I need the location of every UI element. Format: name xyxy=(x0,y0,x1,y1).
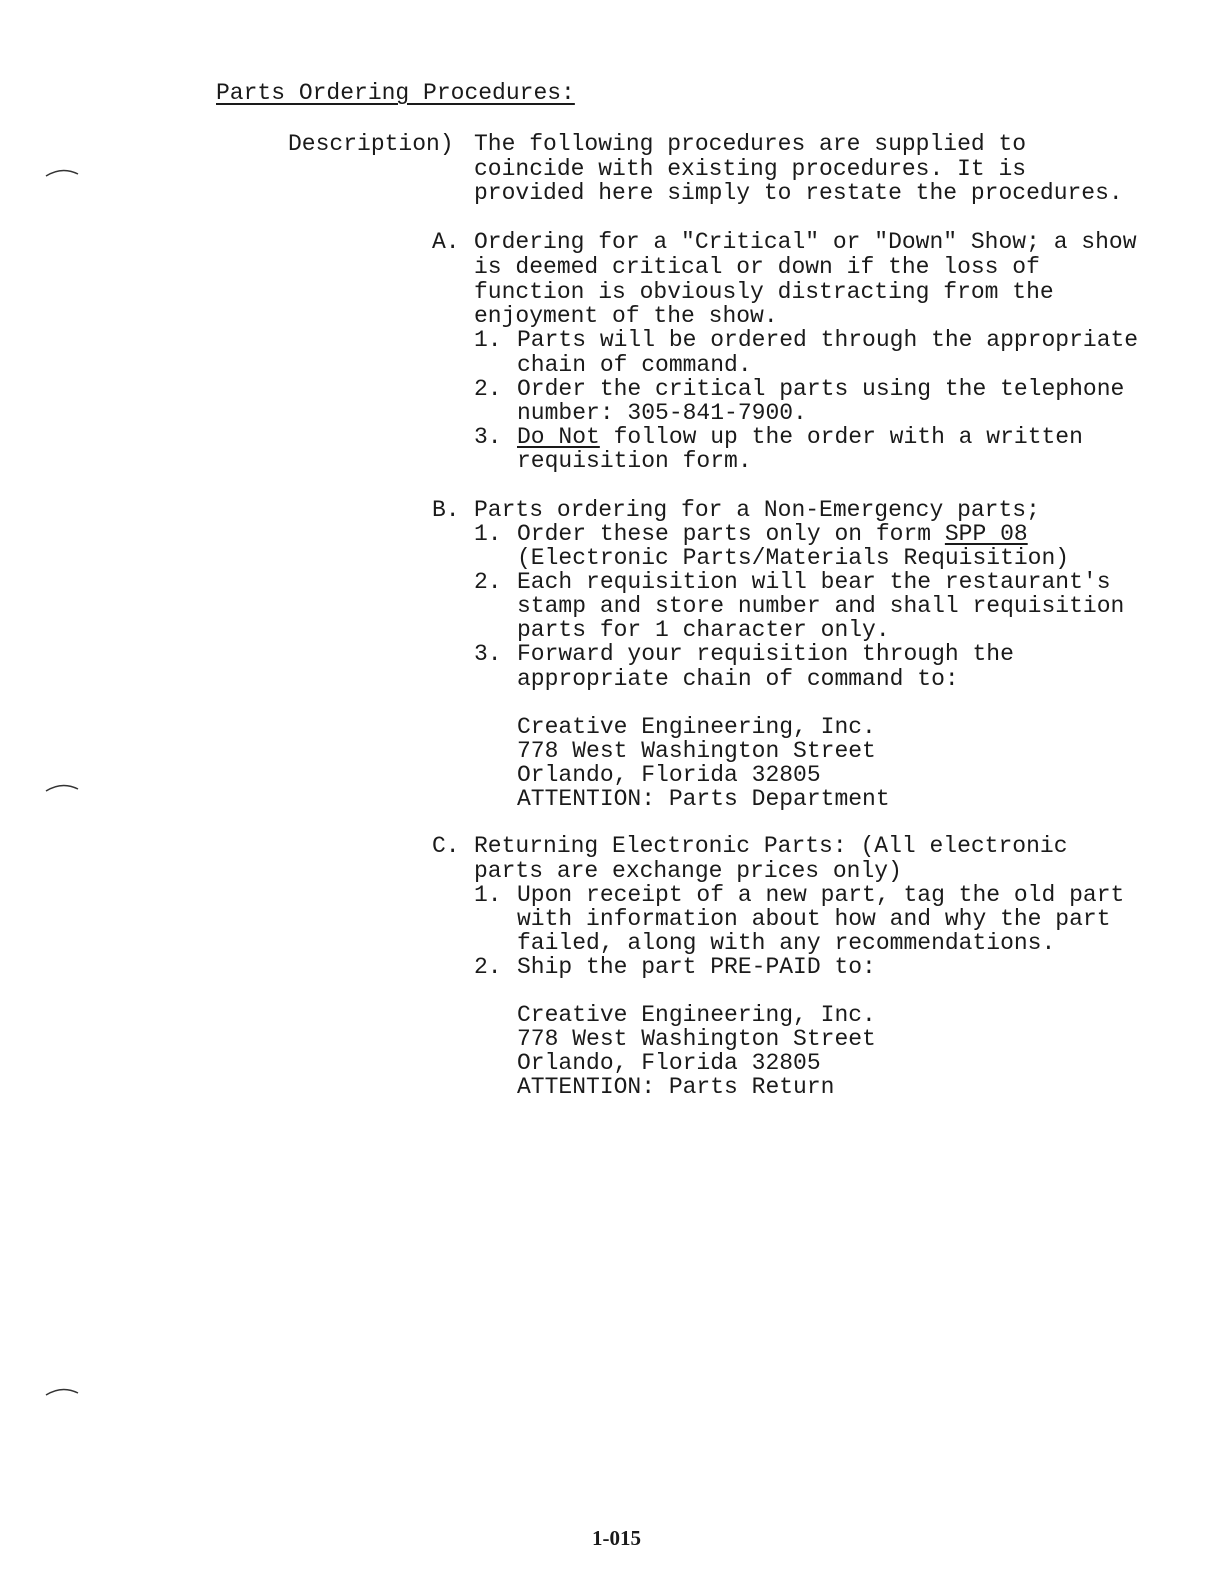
section-c-item-number: 1. xyxy=(474,882,502,908)
section-b-item-line: stamp and store number and shall requisition xyxy=(517,593,1125,619)
section-c-letter: C. xyxy=(432,833,460,859)
address-line: ATTENTION: Parts Department xyxy=(517,786,890,812)
section-b-item-line: parts for 1 character only. xyxy=(517,617,890,643)
section-b-item-text: Order these parts only on form xyxy=(517,521,945,547)
address-line: Orlando, Florida 32805 xyxy=(517,1050,821,1076)
section-a-item-text: follow up the order with a written xyxy=(599,424,1083,450)
section-b-item-line: appropriate chain of command to: xyxy=(517,666,959,692)
section-a-intro-line: function is obviously distracting from the xyxy=(474,279,1054,305)
page-title: Parts Ordering Procedures: xyxy=(216,80,575,106)
section-a-item-line: chain of command. xyxy=(517,352,752,378)
address-line: ATTENTION: Parts Return xyxy=(517,1074,835,1100)
section-b-item-line xyxy=(517,522,1028,547)
section-c-intro-line: parts are exchange prices only) xyxy=(474,858,902,884)
section-b-item-number: 3. xyxy=(474,641,502,667)
address-line: Creative Engineering, Inc. xyxy=(517,714,876,740)
punch-hole-mark xyxy=(44,166,80,180)
description-line: The following procedures are supplied to xyxy=(474,131,1027,157)
do-not-emphasis: Do Not xyxy=(517,424,600,450)
address-line: Orlando, Florida 32805 xyxy=(517,762,821,788)
section-b-letter: B. xyxy=(432,497,460,523)
section-c-item-line: failed, along with any recommendations. xyxy=(517,930,1056,956)
section-c-intro-line: Returning Electronic Parts: (All electronic xyxy=(474,833,1068,859)
address-line: 778 West Washington Street xyxy=(517,738,876,764)
section-b-item-line: (Electronic Parts/Materials Requisition) xyxy=(517,545,1070,571)
section-a-intro-line: is deemed critical or down if the loss of xyxy=(474,254,1040,280)
section-a-item-line: Order the critical parts using the telephone xyxy=(517,376,1125,402)
section-a-item-line xyxy=(517,425,1083,450)
section-b-item-line: Each requisition will bear the restaurant's xyxy=(517,569,1111,595)
description-line: provided here simply to restate the procedures. xyxy=(474,180,1123,206)
description-label: Description) xyxy=(288,131,454,157)
section-b-item-line: Forward your requisition through the xyxy=(517,641,1014,667)
section-a-item-line: Parts will be ordered through the appropriate xyxy=(517,327,1139,353)
section-a-item-line: number: 305-841-7900. xyxy=(517,400,807,426)
section-a-letter: A. xyxy=(432,229,460,255)
form-code: SPP 08 xyxy=(944,521,1028,547)
section-a-item-line: requisition form. xyxy=(517,448,752,474)
address-line: 778 West Washington Street xyxy=(517,1026,876,1052)
section-b-item-number: 1. xyxy=(474,521,502,547)
section-a-item-number: 1. xyxy=(474,327,502,353)
description-line: coincide with existing procedures. It is xyxy=(474,156,1027,182)
address-line: Creative Engineering, Inc. xyxy=(517,1002,876,1028)
page-number: 1-015 xyxy=(592,1526,641,1550)
section-c-item-line: Ship the part PRE-PAID to: xyxy=(517,954,876,980)
section-c-item-line: Upon receipt of a new part, tag the old part xyxy=(517,882,1125,908)
section-a-intro-line: Ordering for a "Critical" or "Down" Show; a show xyxy=(474,229,1137,255)
section-b-intro-line: Parts ordering for a Non-Emergency parts; xyxy=(474,497,1040,523)
section-a-intro-line: enjoyment of the show. xyxy=(474,303,778,329)
punch-hole-mark xyxy=(44,781,80,795)
section-a-item-number: 3. xyxy=(474,424,502,450)
punch-hole-mark xyxy=(44,1385,80,1399)
section-c-item-line: with information about how and why the part xyxy=(517,906,1111,932)
section-c-item-number: 2. xyxy=(474,954,502,980)
section-a-item-number: 2. xyxy=(474,376,502,402)
section-b-item-number: 2. xyxy=(474,569,502,595)
